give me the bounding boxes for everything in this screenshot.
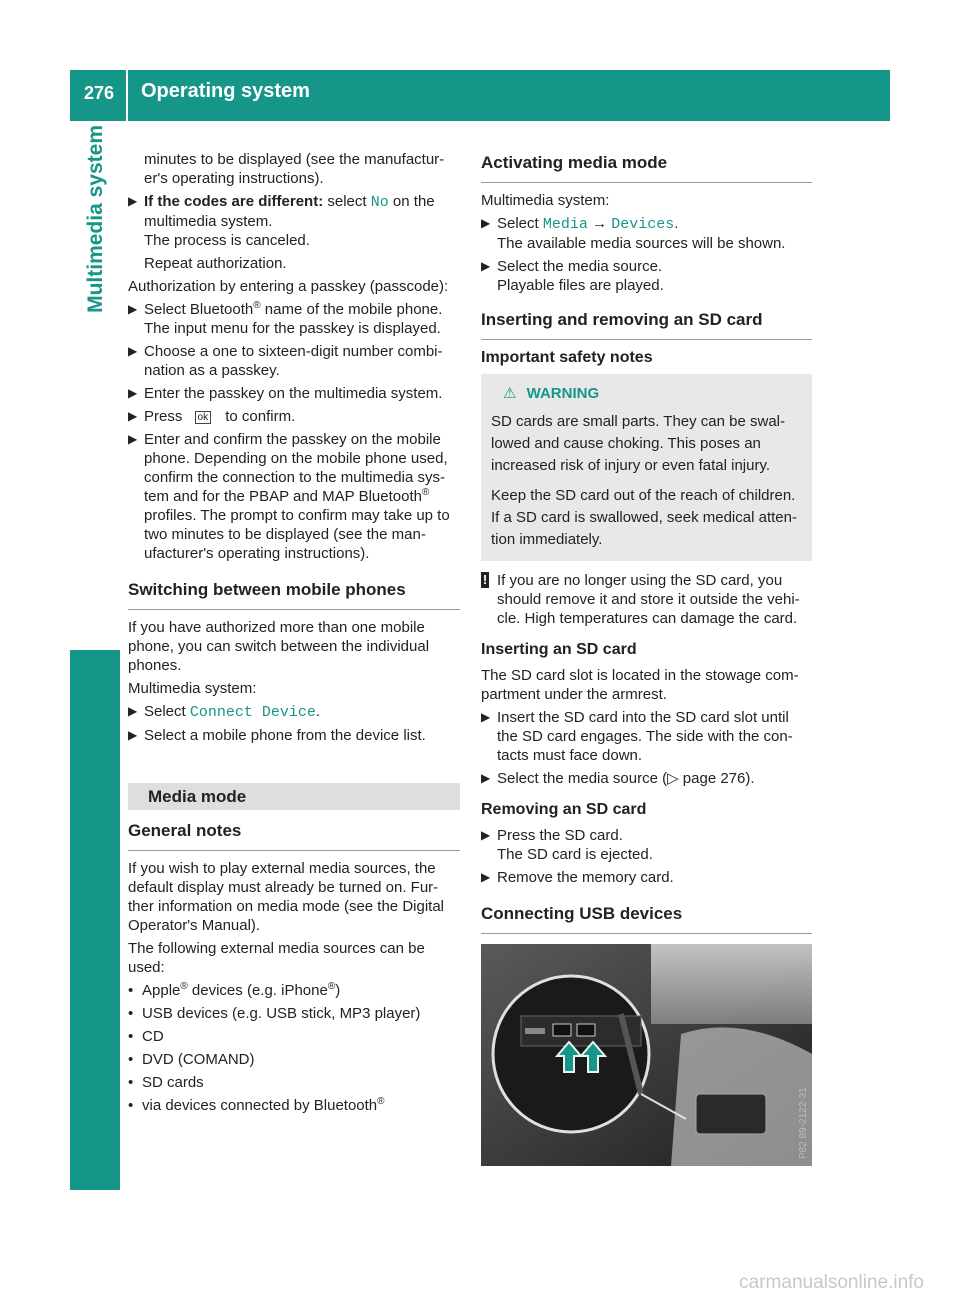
step-arrow-icon: ▶ bbox=[481, 828, 491, 842]
step-arrow-icon: ▶ bbox=[128, 302, 138, 316]
step-arrow-icon: ▶ bbox=[481, 259, 491, 273]
paragraph-multimedia-system: Multimedia system: bbox=[481, 192, 610, 209]
display-code-devices: Devices bbox=[611, 216, 675, 233]
step-arrow-icon: ▶ bbox=[128, 704, 138, 718]
step-select-media-devices: ▶ Select Media → Devices. The available media sources will be shown. bbox=[481, 215, 786, 252]
display-code-media: Media bbox=[542, 216, 588, 233]
step-select-media-source-ref: ▶ Select the media source (▷ page 276). bbox=[481, 770, 755, 787]
step-arrow-icon: ▶ bbox=[128, 728, 138, 742]
step-select-connect-device: ▶ Select Connect Device. bbox=[128, 703, 321, 721]
usb-ports-illustration bbox=[481, 944, 812, 1166]
paragraph-sources-intro: The following external media sources can be used: bbox=[128, 940, 425, 976]
list-item: • Apple® devices (e.g. iPhone®) bbox=[128, 981, 341, 999]
paragraph-passkey-intro: Authorization by entering a passkey (passcode): bbox=[128, 278, 449, 295]
bullet-icon: • bbox=[128, 1028, 134, 1045]
arrow-right-icon: → bbox=[592, 215, 608, 232]
heading-removing-sd: Removing an SD card bbox=[481, 801, 647, 818]
header-separator bbox=[126, 70, 128, 121]
side-section-label bbox=[86, 125, 116, 645]
display-code-no: No bbox=[370, 194, 389, 211]
step-insert-sd: ▶ Insert the SD card into the SD card slot until the SD card engages. The side with the con-tacts must face down. bbox=[481, 709, 793, 764]
paragraph-sd-location: The SD card slot is located in the stowage com-partment under the armrest. bbox=[481, 667, 799, 703]
step-arrow-icon: ▶ bbox=[128, 409, 138, 423]
left-column bbox=[128, 150, 460, 1119]
step-remove-card: ▶ Remove the memory card. bbox=[481, 869, 674, 886]
step-arrow-icon: ▶ bbox=[128, 344, 138, 358]
side-section-label-text: Multimedia system bbox=[84, 125, 107, 313]
page-title: Operating system bbox=[141, 80, 310, 102]
warning-box bbox=[481, 374, 812, 561]
step-choose-passkey: ▶ Choose a one to sixteen-digit number combi-nation as a passkey. bbox=[128, 343, 443, 379]
step-press-sd: ▶ Press the SD card. The SD card is ejected. bbox=[481, 827, 653, 863]
step-arrow-icon: ▶ bbox=[481, 870, 491, 884]
step-arrow-icon: ▶ bbox=[481, 710, 491, 724]
heading-general-notes: General notes bbox=[128, 820, 460, 851]
step-codes-different: ▶ If the codes are different: select No on the multimedia system. The process is canceled. Repeat authorization. bbox=[128, 193, 435, 272]
list-item: • DVD (COMAND) bbox=[128, 1051, 255, 1068]
section-band-media-mode: Media mode bbox=[128, 783, 460, 810]
step-arrow-icon: ▶ bbox=[128, 386, 138, 400]
page-reference-icon: ▷ bbox=[667, 770, 679, 787]
usb-ports-photo bbox=[481, 944, 812, 1166]
warning-text: Keep the SD card out of the reach of children. If a SD card is swallowed, seek medical atten-tion immediately. bbox=[491, 487, 797, 548]
paragraph-switch-intro: If you have authorized more than one mobile phone, you can switch between the individual phones. bbox=[128, 619, 430, 674]
ok-button-icon: ok bbox=[195, 411, 212, 424]
step-select-phone: ▶ Select a mobile phone from the device list. bbox=[128, 727, 426, 744]
step-press-ok: ▶ Press ok to confirm. bbox=[128, 408, 296, 425]
warning-header: ⚠ WARNING bbox=[503, 385, 600, 402]
page-number: 276 bbox=[84, 83, 115, 103]
bullet-icon: • bbox=[128, 982, 134, 999]
heading-safety-notes: Important safety notes bbox=[481, 349, 653, 366]
paragraph-general-notes: If you wish to play external media sources, the default display must already be turned on. Fur-ther information on media mode (see the Digital Operator's Manual). bbox=[128, 860, 444, 934]
bullet-icon: • bbox=[128, 1005, 134, 1022]
warning-triangle-icon: ⚠ bbox=[503, 385, 517, 402]
list-item: • CD bbox=[128, 1028, 164, 1045]
heading-connecting-usb: Connecting USB devices bbox=[481, 903, 812, 934]
list-item: • SD cards bbox=[128, 1074, 204, 1091]
page-header bbox=[70, 70, 890, 121]
step-confirm-on-phone: ▶ Enter and confirm the passkey on the mobile phone. Depending on the mobile phone used, confirm the connection to the multimedia sys-tem and for the PBAP and MAP Bluetooth® profiles. The prompt to confirm may take up to two minutes to be displayed (see the man-ufacturer's operating instructions). bbox=[128, 431, 450, 562]
step-arrow-icon: ▶ bbox=[481, 771, 491, 785]
photo-code: P82.89-2122-31 bbox=[798, 1087, 809, 1159]
note-sd-card-storage: ! If you are no longer using the SD card, you should remove it and store it outside the vehi-cle. High temperatures can damage the card. bbox=[482, 572, 800, 627]
step-arrow-icon: ▶ bbox=[481, 216, 491, 230]
step-enter-passkey: ▶ Enter the passkey on the multimedia system. bbox=[128, 385, 443, 402]
heading-inserting-sd: Inserting an SD card bbox=[481, 641, 637, 658]
list-item: • USB devices (e.g. USB stick, MP3 player) bbox=[128, 1005, 421, 1022]
warning-text: SD cards are small parts. They can be swal-lowed and cause choking. This poses an increased risk of injury or even fatal injury. bbox=[491, 413, 786, 474]
paragraph-continuation: minutes to be displayed (see the manufactur-er's operating instructions). bbox=[144, 151, 445, 187]
bullet-icon: • bbox=[128, 1074, 134, 1091]
display-code-connect-device: Connect Device bbox=[189, 704, 316, 721]
heading-activating-media-mode: Activating media mode bbox=[481, 152, 812, 183]
paragraph-multimedia-system: Multimedia system: bbox=[128, 680, 257, 697]
exclamation-icon: ! bbox=[482, 572, 488, 587]
step-select-media-source: ▶ Select the media source. Playable files are played. bbox=[481, 258, 664, 294]
bullet-icon: • bbox=[128, 1051, 134, 1068]
watermark: carmanualsonline.info bbox=[739, 1272, 924, 1293]
list-item: • via devices connected by Bluetooth® bbox=[128, 1096, 385, 1114]
bullet-icon: • bbox=[128, 1097, 134, 1114]
side-tab-bar bbox=[70, 650, 120, 1190]
step-arrow-icon: ▶ bbox=[128, 194, 138, 208]
heading-sd-card: Inserting and removing an SD card bbox=[481, 309, 812, 340]
step-select-bluetooth: ▶ Select Bluetooth® name of the mobile phone. The input menu for the passkey is displayed. bbox=[128, 300, 443, 337]
right-column bbox=[481, 150, 812, 1166]
heading-switching-phones: Switching between mobile phones bbox=[128, 579, 460, 610]
step-arrow-icon: ▶ bbox=[128, 432, 138, 446]
